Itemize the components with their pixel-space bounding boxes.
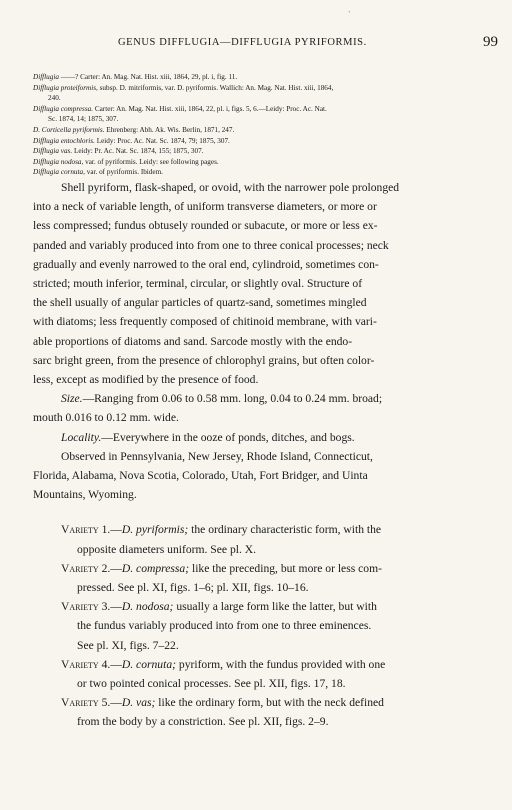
description-line: stricted; mouth inferior, terminal, circular, or slightly oval. Structure of <box>33 277 363 291</box>
top-mark: ` <box>348 10 351 19</box>
description-line: sarc bright green, from the presence of chlorophyl grains, but often color- <box>33 353 375 367</box>
variety-text: usually a large form like the latter, but with <box>173 600 377 614</box>
reference-line <box>33 114 493 125</box>
reference-citation: subsp. D. mitriformis, var. D. pyriformis. Wallich: An. Mag. Nat. Hist. xiii, 1864, <box>97 83 334 92</box>
variety-continuation: from the body by a constriction. See pl. XII, figs. 2–9. <box>77 715 329 729</box>
reference-line <box>33 83 493 94</box>
reference-line <box>33 104 493 115</box>
reference-taxon: Difflugia cornuta, <box>33 168 85 177</box>
reference-line <box>33 93 493 104</box>
reference-citation: ——? Carter: An. Mag. Nat. Hist. xiii, 1864, 29, pl. i, fig. 11. <box>58 73 238 81</box>
reference-taxon: Difflugia nodosa, <box>33 157 84 166</box>
reference-citation: Carter: An. Mag. Nat. Hist. xiii, 1864, 22, pl. i, figs. 5, 6.—Leidy: Proc. Ac. Nat. <box>93 104 327 113</box>
variety-label: Variety 1.— <box>61 523 122 537</box>
running-title: GENUS DIFFLUGIA—DIFFLUGIA PYRIFORMIS. <box>118 37 367 48</box>
variety-label: Variety 2.— <box>61 561 122 575</box>
size-text: —Ranging from 0.06 to 0.58 mm. long, 0.04 to 0.24 mm. broad; <box>82 392 383 406</box>
variety-label: Variety 3.— <box>61 600 122 614</box>
reference-taxon: D. Corticella pyriformis. <box>33 125 105 134</box>
variety-continuation: the fundus variably produced into from one to three eminences. <box>77 619 372 633</box>
reference-citation: 240. <box>48 94 61 103</box>
locality-text: —Everywhere in the ooze of ponds, ditches, and bogs. <box>101 430 355 444</box>
reference-line <box>33 167 493 178</box>
synonymy-references <box>33 72 493 178</box>
spacer <box>33 504 495 520</box>
size-label: Size. <box>61 392 83 406</box>
reference-taxon: Difflugia entochloris. <box>33 136 95 145</box>
variety-entry <box>33 597 495 616</box>
reference-line <box>33 157 493 168</box>
description-line: panded and variably produced into from one to three conical processes; neck <box>33 238 389 252</box>
reference-line <box>33 146 493 157</box>
description-line: gradually and evenly narrowed to the oral end, cylindroid, sometimes con- <box>33 257 379 271</box>
reference-taxon: Difflugia compressa. <box>33 104 94 113</box>
variety-continuation: opposite diameters uniform. See pl. X. <box>77 542 257 556</box>
reference-taxon: Difflugia <box>33 73 59 81</box>
description-line: able proportions of diatoms and sand. Sarcode mostly with the endo- <box>33 334 353 348</box>
description-line: the shell usually of angular particles of quartz-sand, sometimes mingled <box>33 296 367 310</box>
observed-paragraph <box>33 447 495 505</box>
variety-name: D. nodosa; <box>121 600 174 614</box>
variety-text: the ordinary characteristic form, with the <box>188 523 382 537</box>
description-line: into a neck of variable length, of uniform transverse diameters, or more or <box>33 200 377 214</box>
variety-label: Variety 5.— <box>61 696 122 710</box>
size-line-2: mouth 0.016 to 0.12 mm. wide. <box>33 411 179 425</box>
variety-entry <box>33 693 495 712</box>
reference-citation: var. of pyriformis. Leidy: see following pages. <box>83 157 219 166</box>
reference-line <box>33 136 493 147</box>
reference-taxon: Difflugia vas. <box>33 147 73 156</box>
reference-citation: Leidy: Pr. Ac. Nat. Sc. 1874, 155; 1875, 307. <box>72 147 204 156</box>
variety-text: pyriform, with the fundus provided with one <box>176 657 386 671</box>
locality-line <box>33 428 495 447</box>
locality-label: Locality. <box>61 430 102 444</box>
reference-citation: Ehrenberg: Abh. Ak. Wis. Berlin, 1871, 247. <box>104 125 235 134</box>
variety-name: D. compressa; <box>121 561 190 575</box>
observed-line: Observed in Pennsylvania, New Jersey, Rhode Island, Connecticut, <box>61 449 373 463</box>
variety-continuation: pressed. See pl. XI, figs. 1–6; pl. XII, figs. 10–16. <box>77 581 309 595</box>
variety-name: D. cornuta; <box>121 657 176 671</box>
variety-continuation: See pl. XI, figs. 7–22. <box>77 638 179 652</box>
reference-taxon: Difflugia proteiformis, <box>33 83 98 92</box>
page-header <box>58 34 498 53</box>
variety-text: like the ordinary form, but with the neck defined <box>155 696 384 710</box>
variety-entry <box>33 655 495 674</box>
description-line: with diatoms; less frequently composed of chitinoid membrane, with vari- <box>33 315 377 329</box>
variety-label: Variety 4.— <box>61 657 122 671</box>
size-line <box>33 389 495 408</box>
description-paragraph <box>33 178 495 389</box>
reference-line <box>33 72 493 83</box>
reference-citation: Leidy: Proc. Ac. Nat. Sc. 1874, 79; 1875, 307. <box>94 136 230 145</box>
reference-citation: var. of pyriformis. Ibidem. <box>84 168 163 177</box>
variety-continuation: or two pointed conical processes. See pl. XII, figs. 17, 18. <box>77 677 346 691</box>
varieties-list <box>33 520 495 731</box>
main-text <box>33 178 495 732</box>
observed-line: Florida, Alabama, Nova Scotia, Colorado, Utah, Fort Bridger, and Uinta <box>33 469 368 483</box>
page-number: 99 <box>483 34 498 50</box>
description-line: Shell pyriform, flask-shaped, or ovoid, with the narrower pole prolonged <box>61 181 400 194</box>
variety-text: like the preceding, but more or less com- <box>189 561 382 575</box>
reference-citation: Sc. 1874, 14; 1875, 307. <box>48 115 119 124</box>
variety-entry <box>33 520 495 539</box>
reference-line <box>33 125 493 136</box>
observed-line: Mountains, Wyoming. <box>33 488 137 502</box>
description-line: less, except as modified by the presence of food. <box>33 373 259 387</box>
variety-name: D. vas; <box>121 696 156 710</box>
variety-name: D. pyriformis; <box>121 523 189 537</box>
description-line: less compressed; fundus obtusely rounded or subacute, or more or less ex- <box>33 219 378 233</box>
variety-entry <box>33 559 495 578</box>
